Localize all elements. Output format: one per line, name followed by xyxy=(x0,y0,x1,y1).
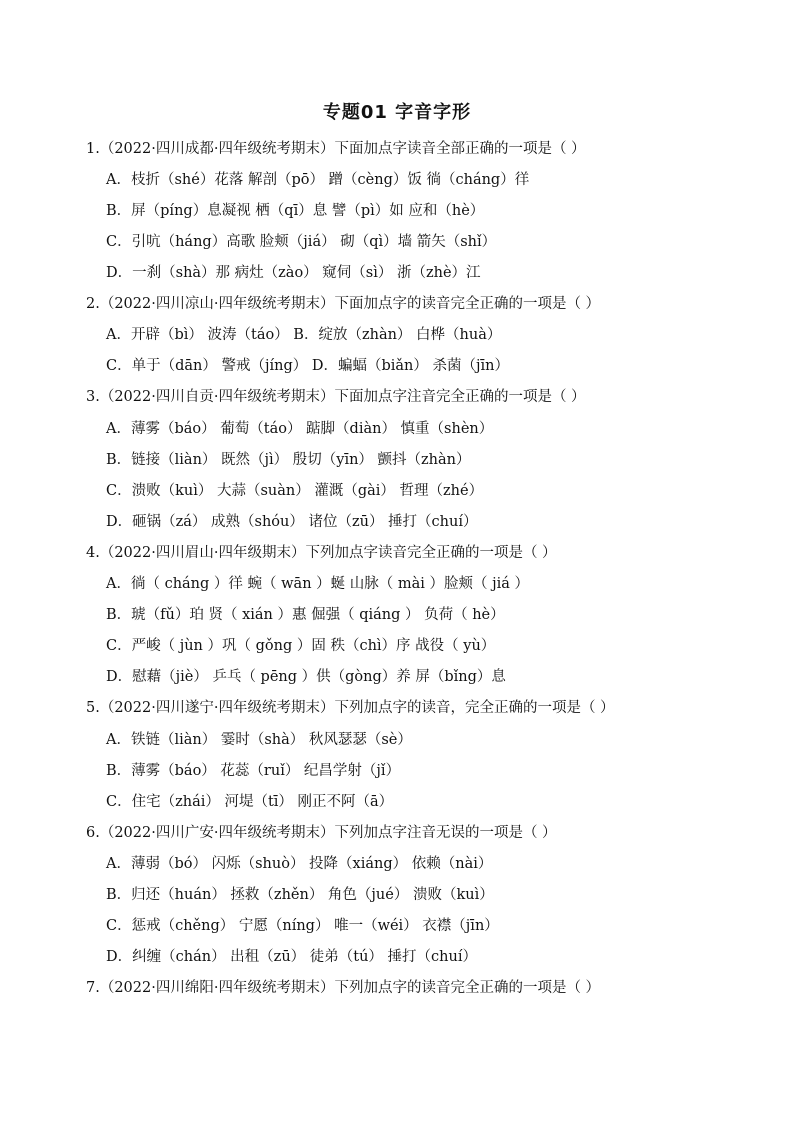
question-option: C．单于（dān） 警戒（jíng） D．蝙蝠（biǎn） 杀菌（jīn） xyxy=(106,358,509,374)
question-option: D．纠缠（chán） 出租（zū） 徒弟（tú） 捶打（chuí） xyxy=(106,949,477,965)
question-option: A．枝折（shé）花落 解剖（pō） 蹭（cèng）饭 徜（cháng）徉 xyxy=(106,172,530,188)
question-option: C．引吭（háng）高歌 脸颊（jiá） 砌（qì）墙 箭矢（shǐ） xyxy=(106,234,497,250)
question-option: A．铁链（liàn） 霎时（shà） 秋风瑟瑟（sè） xyxy=(106,732,412,748)
question-option: D．一刹（shà）那 病灶（zào） 窥伺（sì） 浙（zhè）江 xyxy=(106,265,481,281)
question-stem: 1.（2022·四川成都·四年级统考期末）下面加点字读音全部正确的一项是（ ） xyxy=(86,141,586,157)
question-stem: 6.（2022·四川广安·四年级统考期末）下列加点字注音无误的一项是（ ） xyxy=(86,825,557,841)
question-option: B．屏（píng）息凝视 栖（qī）息 譬（pì）如 应和（hè） xyxy=(106,203,485,219)
question-option: D．慰藉（jiè） 乒乓（ pēng ）供（gòng）养 屏（bǐng）息 xyxy=(106,669,506,685)
question-option: B．链接（liàn） 既然（jì） 殷切（yīn） 颤抖（zhàn） xyxy=(106,452,471,468)
page-title: 专题01 字音字形 xyxy=(322,102,472,123)
question-stem: 5.（2022·四川遂宁·四年级统考期末）下列加点字的读音，完全正确的一项是（ ） xyxy=(86,700,615,716)
question-option: D．砸锅（zá） 成熟（shóu） 诸位（zū） 捶打（chuí） xyxy=(106,514,478,530)
question-stem: 7.（2022·四川绵阳·四年级统考期末）下列加点字的读音完全正确的一项是（ ） xyxy=(86,980,601,996)
question-option: C．住宅（zhái） 河堤（tī） 刚正不阿（ā） xyxy=(106,794,394,810)
question-option: A．开辟（bì） 波涛（táo） B．绽放（zhàn） 白桦（huà） xyxy=(106,327,502,343)
question-option: A．薄雾（báo） 葡萄（táo） 踮脚（diàn） 慎重（shèn） xyxy=(106,421,494,437)
question-option: C．严峻（ jùn ）巩（ gǒng ）固 秩（chì）序 战役（ yù） xyxy=(106,638,496,654)
question-option: A．徜（ cháng ）徉 蜿（ wān ）蜒 山脉（ mài ）脸颊（ jiá ） xyxy=(106,576,529,592)
question-stem: 2.（2022·四川凉山·四年级统考期末）下面加点字的读音完全正确的一项是（ ） xyxy=(86,296,601,312)
question-option: C．惩戒（chěng） 宁愿（níng） 唯一（wéi） 衣襟（jīn） xyxy=(106,918,499,934)
question-option: B．薄雾（báo） 花蕊（ruǐ） 纪昌学射（jǐ） xyxy=(106,763,401,779)
question-option: A．薄弱（bó） 闪烁（shuò） 投降（xiáng） 依赖（nài） xyxy=(106,856,493,872)
question-stem: 3.（2022·四川自贡·四年级统考期末）下面加点字注音完全正确的一项是（ ） xyxy=(86,389,586,405)
question-stem: 4.（2022·四川眉山·四年级期末）下列加点字读音完全正确的一项是（ ） xyxy=(86,545,557,561)
question-option: B．归还（huán） 拯救（zhěn） 角色（jué） 溃败（kuì） xyxy=(106,887,494,903)
question-option: B．琥（fǔ）珀 贤（ xián ）惠 倔强（ qiáng ） 负荷（ hè） xyxy=(106,607,505,623)
question-option: C．溃败（kuì） 大蒜（suàn） 灌溉（gài） 哲理（zhé） xyxy=(106,483,484,499)
